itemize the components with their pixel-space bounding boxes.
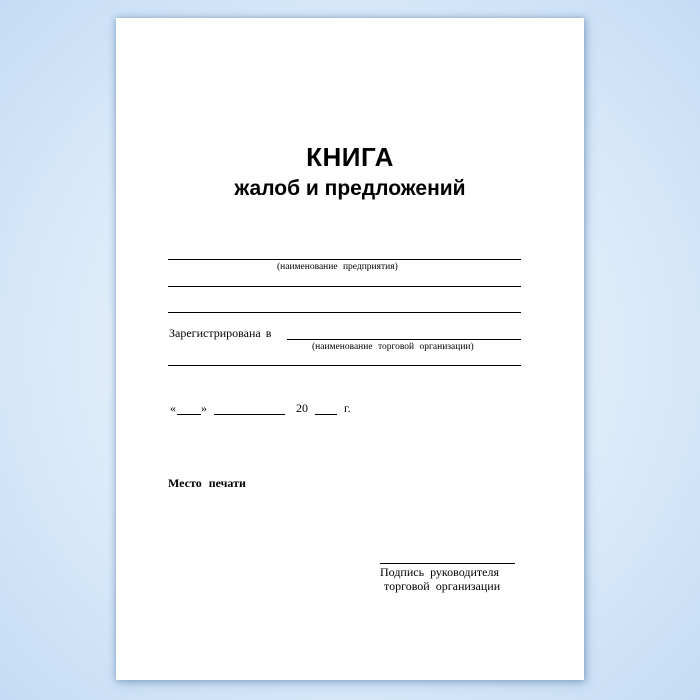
signature-caption-line1: Подпись руководителя bbox=[380, 565, 499, 579]
document-title: КНИГА bbox=[306, 142, 394, 172]
date-year-prefix: 20 bbox=[296, 401, 308, 415]
enterprise-name-line-2 bbox=[168, 286, 521, 287]
signature-line bbox=[380, 563, 515, 564]
date-year-suffix: г. bbox=[344, 401, 351, 415]
registered-label: Зарегистрирована в bbox=[169, 326, 272, 340]
organization-name-line bbox=[287, 339, 521, 340]
organization-name-line-2 bbox=[168, 365, 521, 366]
date-quote-open: « bbox=[170, 401, 176, 415]
document-sheet bbox=[116, 18, 584, 680]
date-quote-close: » bbox=[201, 401, 207, 415]
organization-name-caption: (наименование торговой организации) bbox=[312, 342, 474, 352]
enterprise-name-caption: (наименование предприятия) bbox=[277, 262, 398, 272]
enterprise-name-line bbox=[168, 259, 521, 260]
signature-caption-line2: торговой организации bbox=[384, 579, 501, 593]
date-year-line bbox=[315, 414, 337, 415]
enterprise-name-line-3 bbox=[168, 312, 521, 313]
date-day-line bbox=[177, 414, 201, 415]
date-month-line bbox=[214, 414, 285, 415]
document-subtitle: жалоб и предложений bbox=[234, 177, 466, 200]
seal-label: Место печати bbox=[168, 476, 246, 490]
